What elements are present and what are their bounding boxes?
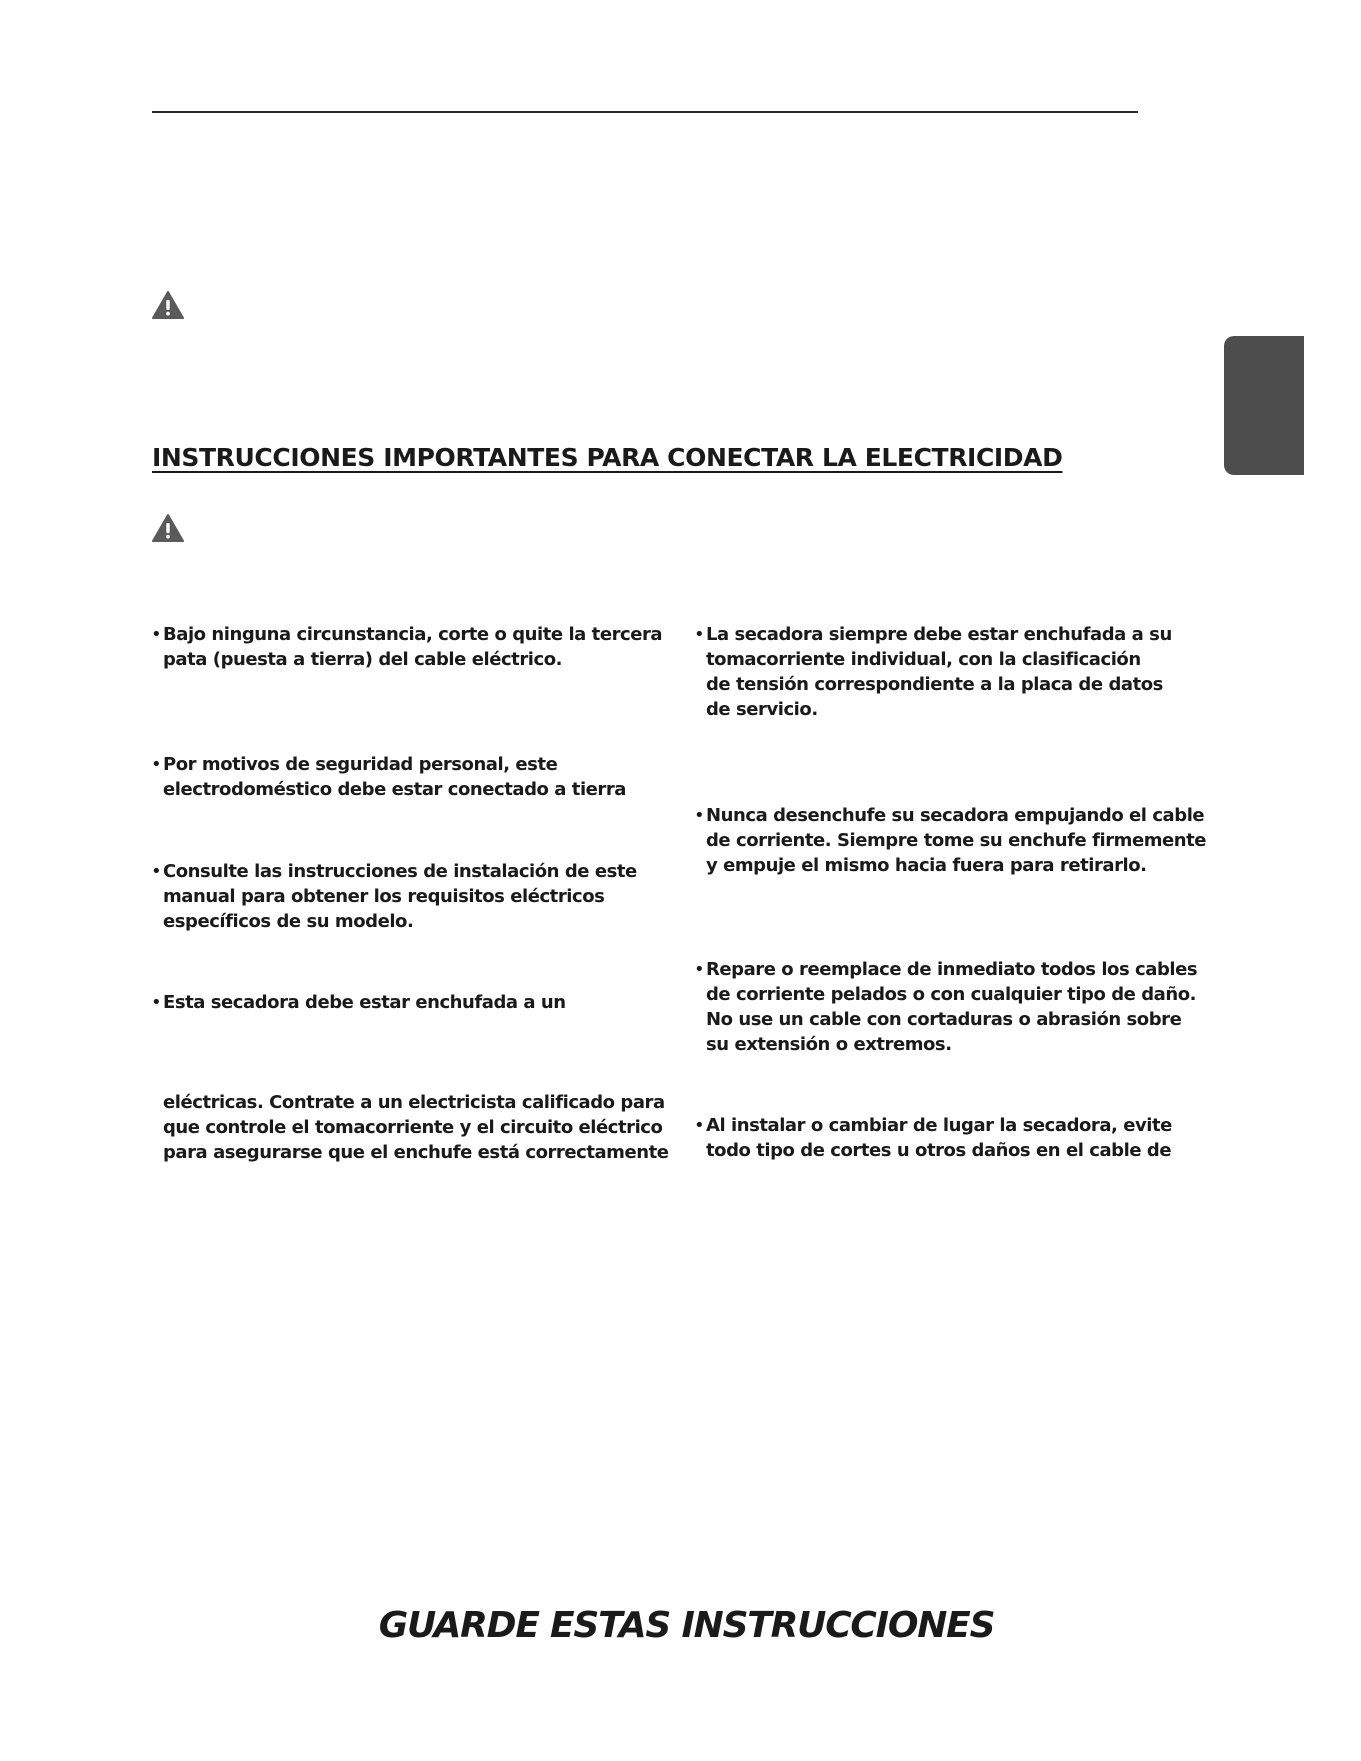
section-heading: INSTRUCCIONES IMPORTANTES PARA CONECTAR LA ELECTRICIDAD	[152, 443, 1063, 472]
bullet-line: manual para obtener los requisitos eléctricos	[163, 886, 605, 907]
save-instructions-footer: GUARDE ESTAS INSTRUCCIONES	[378, 1605, 995, 1646]
bullet-line: pata (puesta a tierra) del cable eléctrico.	[163, 649, 563, 670]
bullet-mark: •	[151, 624, 162, 645]
bullet-line: Por motivos de seguridad personal, este	[163, 754, 558, 775]
bullet-line: Consulte las instrucciones de instalación de este	[163, 861, 637, 882]
bullet-mark: •	[694, 959, 705, 980]
bullet-line: Esta secadora debe estar enchufada a un	[163, 992, 566, 1013]
bullet-third-prong	[151, 622, 662, 672]
bullet-line: electrodoméstico debe estar conectado a tierra	[163, 779, 626, 800]
bullet-installation-instructions	[151, 859, 637, 934]
bullet-line: No use un cable con cortaduras o abrasión sobre	[706, 1009, 1182, 1030]
header-rule	[152, 111, 1138, 113]
section-side-tab	[1224, 336, 1304, 475]
bullet-line: Nunca desenchufe su secadora empujando el cable	[706, 805, 1205, 826]
bullet-mark: •	[151, 861, 162, 882]
bullet-line: y empuje el mismo hacia fuera para retirarlo.	[706, 855, 1147, 876]
warning-triangle-icon	[151, 513, 185, 543]
bullet-repair-cables	[694, 957, 1197, 1057]
bullet-line: para asegurarse que el enchufe está correctamente	[163, 1142, 669, 1163]
bullet-mark: •	[694, 805, 705, 826]
bullet-line: que controle el tomacorriente y el circuito eléctrico	[163, 1117, 663, 1138]
bullet-line: Repare o reemplace de inmediato todos los cables	[706, 959, 1198, 980]
bullet-mark: •	[151, 754, 162, 775]
bullet-unplug	[694, 803, 1206, 878]
bullet-line: tomacorriente individual, con la clasificación	[706, 649, 1141, 670]
bullet-line: de corriente pelados o con cualquier tipo de daño.	[706, 984, 1197, 1005]
bullet-grounding	[151, 752, 626, 802]
bullet-dryer-plugged	[151, 990, 566, 1015]
bullet-line: de corriente. Siempre tome su enchufe firmemente	[706, 830, 1207, 851]
bullet-line: Al instalar o cambiar de lugar la secadora, evite	[706, 1115, 1172, 1136]
warning-triangle-icon	[151, 290, 185, 320]
bullet-line: Bajo ninguna circunstancia, corte o quite la tercera	[163, 624, 663, 645]
bullet-line: de tensión correspondiente a la placa de datos	[706, 674, 1163, 695]
bullet-electrician-continued	[151, 1090, 669, 1165]
bullet-line: La secadora siempre debe estar enchufada a su	[706, 624, 1172, 645]
bullet-individual-outlet	[694, 622, 1172, 722]
bullet-installing-dryer	[694, 1113, 1172, 1163]
bullet-line: específicos de su modelo.	[163, 911, 414, 932]
bullet-mark: •	[151, 992, 162, 1013]
bullet-mark: •	[694, 624, 705, 645]
bullet-line: todo tipo de cortes u otros daños en el cable de	[706, 1140, 1172, 1161]
bullet-line: de servicio.	[706, 699, 818, 720]
bullet-mark: •	[694, 1115, 705, 1136]
bullet-line: eléctricas. Contrate a un electricista calificado para	[163, 1092, 665, 1113]
bullet-line: su extensión o extremos.	[706, 1034, 952, 1055]
